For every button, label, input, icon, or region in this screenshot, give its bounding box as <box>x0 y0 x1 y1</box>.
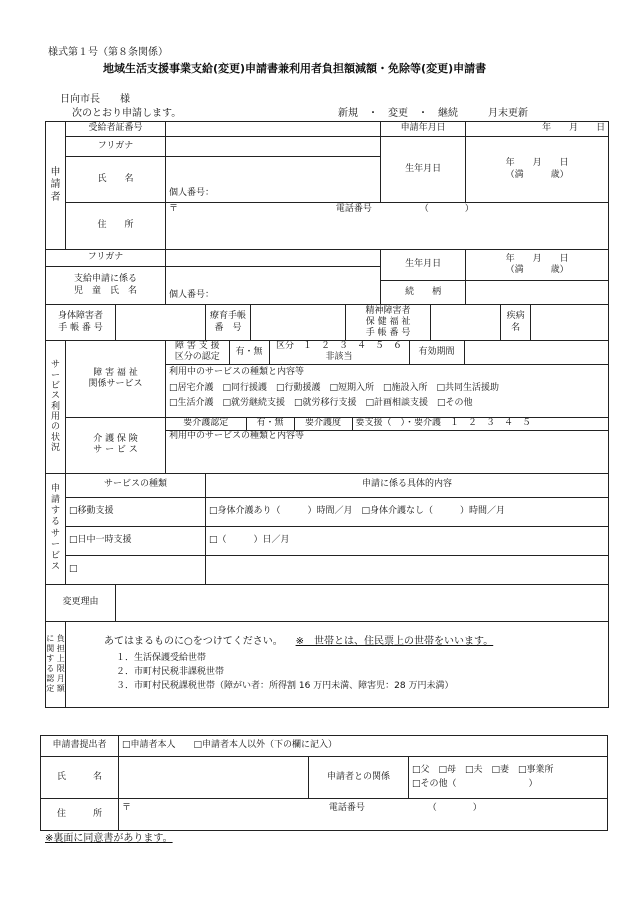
application-date-label: 申請年月日 <box>381 122 466 137</box>
applicant-furigana-field[interactable] <box>166 137 381 157</box>
application-types: 新規 ・ 変更 ・ 継続 月末更新 <box>338 108 528 119</box>
burden-content <box>66 621 609 707</box>
child-personal-no-label: 個人番号： <box>169 289 215 300</box>
mental-handbook-field[interactable] <box>431 305 501 341</box>
change-reason-label: 変更理由 <box>46 584 116 621</box>
service-type-header: サービスの種類 <box>66 473 206 497</box>
applicant-birth-label: 生年月日 <box>381 137 466 203</box>
care-level-label: 要介護度 <box>294 418 352 430</box>
child-birth-field[interactable] <box>466 250 609 281</box>
main-form-table <box>45 121 609 708</box>
care-insurance-label: 介 護 保 険 サ ー ビ ス <box>66 417 166 473</box>
applicant-furigana-label: フリガナ <box>66 137 166 157</box>
child-name-field[interactable] <box>166 267 381 305</box>
service-type-row[interactable]: □日中一時支援 <box>66 526 206 555</box>
intro-text: 次のとおり申請します。 <box>72 108 182 119</box>
submitter-postal-mark: 〒 <box>122 803 132 813</box>
child-birth-label: 生年月日 <box>381 250 466 281</box>
recipient-cert-field[interactable] <box>166 122 381 137</box>
submitter-relation-label: 申請者との関係 <box>309 757 409 799</box>
service-detail-row[interactable]: □（ ）日／月 <box>206 526 609 555</box>
burden-option[interactable]: １．生活保護受給世帯 <box>116 653 207 664</box>
physical-handbook-field[interactable] <box>116 305 206 341</box>
submitter-label: 申請書提出者 <box>41 736 119 757</box>
form-number: 様式第１号（第８条関係） <box>48 47 168 58</box>
relation-row2[interactable]: □その他（ ） <box>412 778 538 789</box>
care-services-field[interactable] <box>166 430 609 473</box>
applicant-birth-date: 年 月 日 <box>505 158 569 169</box>
submitter-name-field[interactable] <box>119 757 309 799</box>
welfare-services-row2[interactable]: □生活介護 □就労継続支援 □就労移行支援 □計画相談支援 □その他 <box>169 398 473 409</box>
service-detail-row[interactable]: □身体介護あり（ ）時間／月 □身体介護なし（ ）時間／月 <box>206 497 609 526</box>
physical-handbook-label: 身体障害者 手 帳 番 号 <box>46 305 116 341</box>
submitter-phone-label: 電話番号 <box>328 803 365 813</box>
disease-field[interactable] <box>531 305 609 341</box>
care-cert-yes-no[interactable]: 有・無 <box>246 418 294 430</box>
submitter-options[interactable]: □申請者本人 □申請者本人以外（下の欄に記入） <box>119 736 608 757</box>
submitter-address-label: 住 所 <box>41 799 119 831</box>
footer-note: ※裏面に同意書があります。 <box>45 833 173 844</box>
burden-note: あてはまるものに○をつけてください。 <box>104 636 283 648</box>
child-name-label: 支給申請に係る 児 童 氏 名 <box>46 267 166 305</box>
change-reason-field[interactable] <box>116 584 609 621</box>
relation-row1[interactable]: □父 □母 □夫 □妻 □事業所 <box>412 765 554 776</box>
applicant-name-label: 氏 名 <box>66 157 166 203</box>
care-services-title: 利用中のサービスの種類と内容等 <box>169 430 305 441</box>
applicant-section-label: 申 請 者 <box>46 122 66 250</box>
child-relation-field[interactable] <box>466 281 609 305</box>
applicant-birth-field[interactable] <box>466 137 609 203</box>
valid-period-field[interactable] <box>464 341 608 364</box>
applicant-age: （満 歳） <box>505 169 569 180</box>
rehab-handbook-label: 療育手帳 番 号 <box>206 305 251 341</box>
applicant-address-label: 住 所 <box>66 203 166 250</box>
applicant-name-field[interactable] <box>166 157 381 203</box>
addressee: 日向市長 様 <box>60 94 130 105</box>
service-type-row[interactable]: □移動支援 <box>66 497 206 526</box>
submitter-table <box>40 735 608 831</box>
submitter-phone-value: （ ） <box>427 803 482 813</box>
applicant-phone-value: （ ） <box>419 204 474 214</box>
usage-section-label: サ ー ビ ス 利 用 の 状 況 <box>46 341 66 474</box>
child-age: （満 歳） <box>505 265 569 275</box>
welfare-services-title: 利用中のサービスの種類と内容等 <box>166 364 609 381</box>
burden-option[interactable]: ２．市町村民税非課税世帯 <box>116 667 225 677</box>
child-furigana-label: フリガナ <box>46 250 166 267</box>
support-cert-row <box>166 341 609 365</box>
support-cert-yes-no[interactable]: 有・無 <box>229 341 269 364</box>
welfare-service-label: 障 害 福 祉 関係サービス <box>66 341 166 418</box>
service-type-row[interactable]: □ <box>66 555 206 584</box>
care-level-options[interactable]: 要支援（ ）・要介護 １ ２ ３ ４ ５ <box>355 417 532 428</box>
valid-period-label: 有効期間 <box>409 341 464 364</box>
request-section-label: 申 請 す る サ ー ビ ス <box>46 473 66 584</box>
form-title: 地域生活支援事業支給(変更)申請書兼利用者負担額減額・免除等(変更)申請書 <box>103 62 487 75</box>
welfare-services-row1[interactable]: □居宅介護 □同行援護 □行動援護 □短期入所 □施設入所 □共同生活援助 <box>169 383 500 393</box>
child-furigana-field[interactable] <box>166 250 381 267</box>
support-cert-label: 障 害 支 援 区分の認定 <box>166 341 229 364</box>
mental-handbook-label: 精神障害者 保 健 福 祉 手 帳 番 号 <box>346 305 431 341</box>
not-applicable: 非該当 <box>325 352 353 363</box>
submitter-relation-options[interactable] <box>409 757 608 799</box>
burden-option[interactable]: ３．市町村民税課税世帯（障がい者：所得割 16 万円未満、障害児：28 万円未満） <box>116 680 454 691</box>
care-cert-label: 要介護認定 <box>166 418 246 430</box>
rehab-handbook-field[interactable] <box>251 305 346 341</box>
household-note: ※ 世帯とは、住民票上の世帯をいいます。 <box>295 636 494 648</box>
applicant-postal-mark: 〒 <box>169 204 179 214</box>
service-detail-header: 申請に係る具体的内容 <box>206 473 609 497</box>
child-relation-label: 続 柄 <box>381 281 466 305</box>
submitter-address-field[interactable] <box>119 799 608 831</box>
applicant-personal-no-label: 個人番号： <box>169 187 215 198</box>
child-birth-date: 年 月 日 <box>505 253 569 264</box>
support-grade[interactable]: 区分 １ ２ ３ ４ ５ ６ 非該当 <box>269 341 409 364</box>
applicant-phone-label: 電話番号 <box>335 204 372 214</box>
applicant-address-field[interactable] <box>166 203 609 250</box>
disease-label: 疾病 名 <box>501 305 531 341</box>
service-detail-row[interactable] <box>206 555 609 584</box>
welfare-services-checklist[interactable] <box>166 381 609 417</box>
submitter-name-label: 氏 名 <box>41 757 119 799</box>
recipient-cert-label: 受給者証番号 <box>66 122 166 137</box>
burden-section-label: に 負 関 担 す 上 る 限 認 月 定 額 <box>46 621 66 707</box>
care-cert-row <box>166 417 609 430</box>
application-date-field[interactable]: 年 月 日 <box>466 122 609 137</box>
